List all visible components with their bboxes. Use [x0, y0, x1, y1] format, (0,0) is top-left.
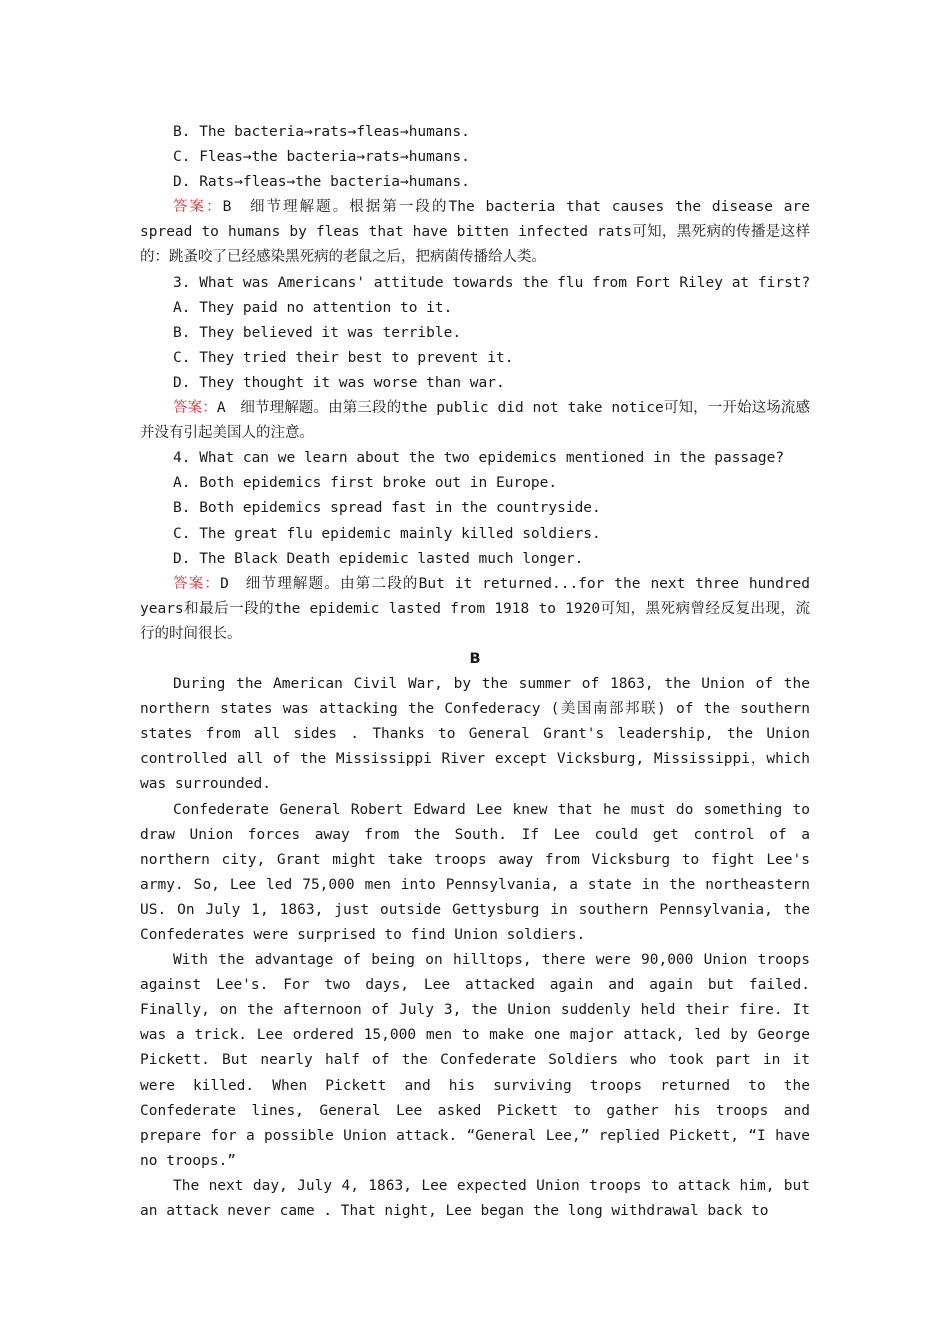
answer-label: 答案：	[173, 400, 217, 417]
q3-question: 3. What was Americans' attitude towards the flu from Fort Riley at first?	[173, 274, 811, 291]
q4-answer-text: D 细节理解题。由第二段的But it returned...for the next three hundred years和最后一段的the epidemic lasted from 1918 to 1920可知，黑死病曾经反复出现，流行的时间很长。	[140, 575, 810, 642]
q2-answer	[140, 195, 810, 270]
q2-option-b: B. The bacteria→rats→fleas→humans.	[173, 124, 470, 140]
q3-option-a: A. They paid no attention to it.	[173, 299, 453, 316]
q4-question: 4. What can we learn about the two epidemics mentioned in the passage?	[173, 450, 785, 467]
section-title: B	[469, 650, 481, 667]
passage-paragraph: The next day, July 4, 1863, Lee expected Union troops to attack him, but an attack never came . That night, Lee began the long withdrawal back to	[140, 1177, 810, 1220]
q2-answer-text: B 细节理解题。根据第一段的The bacteria that causes the disease are spread to humans by fleas that have bitten infected rats可知，黑死病的传播是这样的：跳蚤咬了已经感染黑死病的老鼠之后，把病菌传播给人类。	[140, 199, 810, 266]
answer-label: 答案：	[173, 199, 223, 216]
document-page	[140, 120, 810, 1224]
q3-answer	[140, 396, 810, 446]
q4-option-a: A. Both epidemics first broke out in Europe.	[173, 475, 558, 492]
q4-option-b: B. Both epidemics spread fast in the countryside.	[173, 500, 601, 517]
q4-option-d: D. The Black Death epidemic lasted much longer.	[173, 550, 584, 567]
answer-label: 答案：	[173, 575, 221, 592]
q3-option-b: B. They believed it was terrible.	[173, 324, 462, 341]
passage-paragraph: During the American Civil War, by the summer of 1863, the Union of the northern states was attacking the Confederacy (美国南部邦联) of the southern states from all sides . Thanks to General Grant's leadership, the Union controlled all of the Mississippi River except Vicksburg, Mississippi，which was surrounded.	[140, 676, 810, 793]
passage-paragraph: Confederate General Robert Edward Lee knew that he must do something to draw Union forces away from the South. If Lee could get control of a northern city, Grant might take troops away from Vicksburg to fight Lee's army. So, Lee led 75,000 men into Pennsylvania, a state in the northeastern US. On July 1, 1863, just outside Gettysburg in southern Pennsylvania, the Confederates were surprised to find Union soldiers.	[140, 801, 810, 943]
q4-option-c: C. The great flu epidemic mainly killed soldiers.	[173, 525, 601, 542]
q2-option-c: C. Fleas→the bacteria→rats→humans.	[173, 149, 470, 166]
passage-paragraph: With the advantage of being on hilltops, there were 90,000 Union troops against Lee's. For two days, Lee attacked again and again but failed. Finally, on the afternoon of July 3, the Union suddenly held their fire. It was a trick. Lee ordered 15,000 men to make one major attack, led by George Pickett. But nearly half of the Confederate Soldiers who took part in it were killed. When Pickett and his surviving troops returned to the Confederate lines, General Lee asked Pickett to gather his troops and prepare for a possible Union attack. “General Lee,” replied Pickett, “I have no troops.”	[140, 952, 810, 1169]
q3-option-d: D. They thought it was worse than war.	[173, 374, 505, 391]
q3-answer-text: A 细节理解题。由第三段的the public did not take notice可知，一开始这场流感并没有引起美国人的注意。	[140, 400, 810, 442]
q3-option-c: C. They tried their best to prevent it.	[173, 349, 514, 366]
q4-answer	[140, 572, 810, 647]
q2-option-d: D. Rats→fleas→the bacteria→humans.	[173, 174, 470, 191]
